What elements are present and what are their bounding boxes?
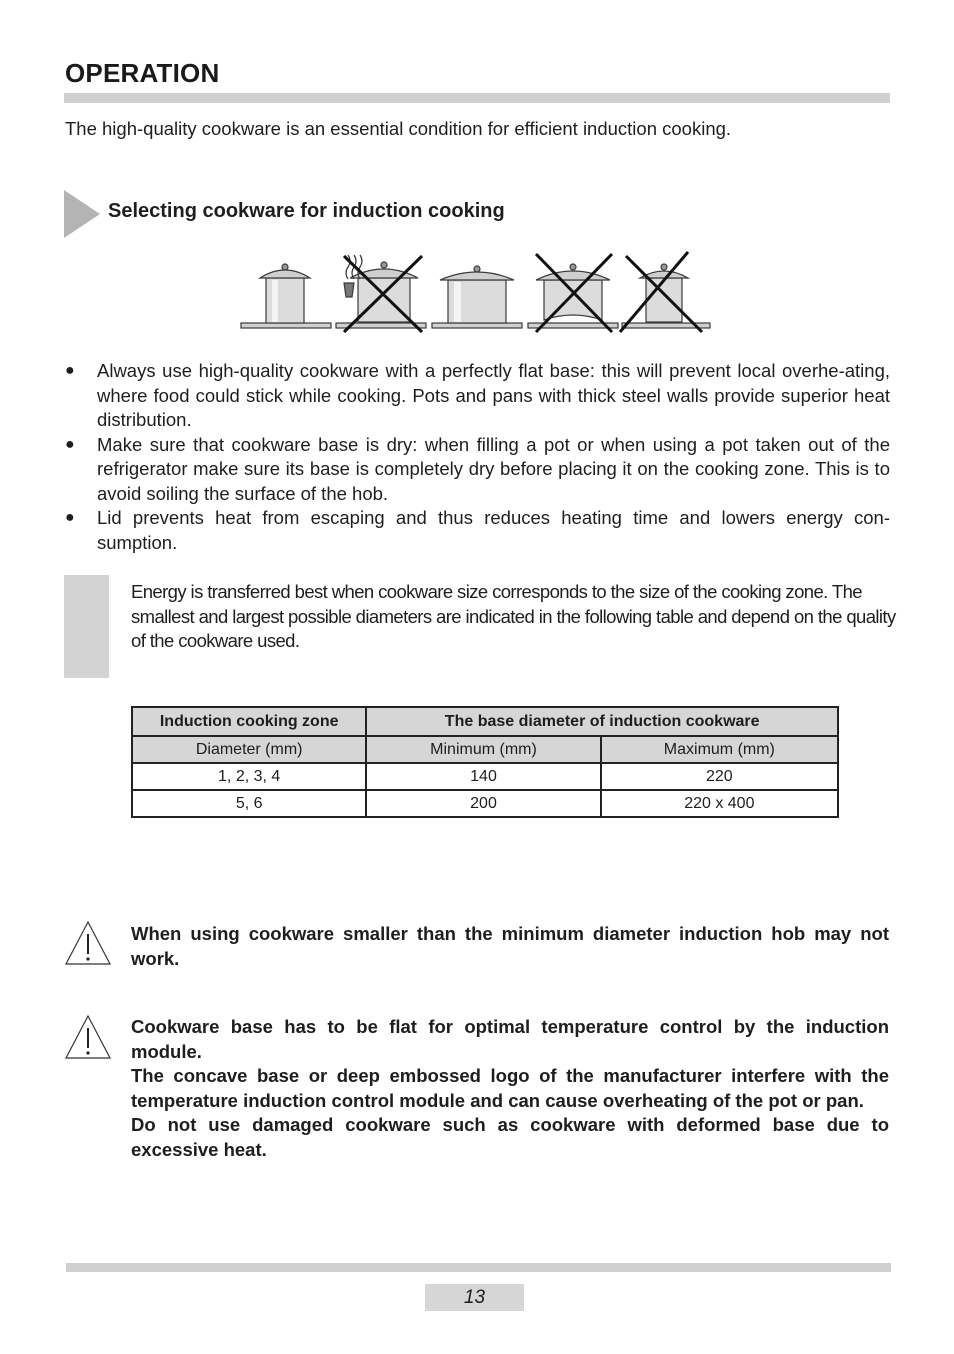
list-item: ● Make sure that cookware base is dry: when filling a pot or when using a pot taken out of the refrigerator make sure its base is completely dry before placing it on the cooking zone. This is to avoid soiling the surface of the hob.: [65, 433, 890, 504]
table-header-cell: Induction cooking zone: [132, 707, 366, 736]
hob-surface: [241, 323, 331, 328]
table-cell: 220 x 400: [601, 790, 838, 817]
page-number: 13: [425, 1284, 524, 1311]
cookware-illustration: [240, 250, 712, 334]
table-row: [132, 763, 838, 790]
warning-icon: [64, 920, 112, 966]
table-cell: 200: [366, 790, 600, 817]
header-rule: [64, 93, 890, 103]
bullet-icon: ●: [65, 435, 75, 453]
bullet-icon: ●: [65, 509, 75, 526]
table-header-row: [132, 707, 838, 736]
hob-surface: [432, 323, 522, 328]
footer-rule: [66, 1263, 891, 1272]
pot-correct-icon: [260, 264, 310, 323]
bullet-icon: ●: [65, 362, 75, 379]
section-arrow-icon: [64, 190, 100, 238]
list-item: ● Lid prevents heat from escaping and thus reduces heating time and lowers energy con-sumption.: [65, 507, 890, 553]
table-cell: 140: [366, 763, 600, 790]
table-subheader-row: [132, 736, 838, 763]
section-title: Selecting cookware for induction cooking: [108, 200, 505, 222]
table-row: [132, 790, 838, 817]
table-cell: 5, 6: [132, 790, 366, 817]
table-header-cell: Diameter (mm): [132, 736, 366, 763]
table-header-cell: Minimum (mm): [366, 736, 600, 763]
warning-text: When using cookware smaller than the minimum diameter induction hob may not work.: [131, 923, 889, 969]
list-item: ● Always use high-quality cookware with a perfectly flat base: this will prevent local overhe-ating, where food could stick while cooking. Pots and pans with thick steel walls provide superior heat distribution.: [65, 360, 890, 430]
table-header-cell: Maximum (mm): [601, 736, 838, 763]
cookware-tips-list: [65, 359, 890, 555]
table-cell: 1, 2, 3, 4: [132, 763, 366, 790]
cookware-diameter-table: [131, 706, 839, 818]
pot-correct-icon: [440, 266, 514, 323]
note-marker: [64, 575, 109, 678]
warning-icon: [64, 1014, 112, 1060]
intro-text: The high-quality cookware is an essential condition for efficient induction cooking.: [65, 118, 732, 139]
table-cell: 220: [601, 763, 838, 790]
table-header-cell: The base diameter of induction cookware: [366, 707, 838, 736]
warning-text: Cookware base has to be flat for optimal temperature control by the induction module. The concave base or deep embossed logo of the manufacturer interfere with the temperature induction control module and can cause overheating of the pot or pan. Do not use damaged cookware such as cookware with deformed base due to excessive heat.: [131, 1016, 889, 1160]
page-title: OPERATION: [65, 58, 220, 88]
note-text: Energy is transferred best when cookware size corresponds to the size of the cooking zone. The smallest and largest possible diameters are indicated in the following table and depend on the quality of the cookware used.: [131, 581, 896, 651]
